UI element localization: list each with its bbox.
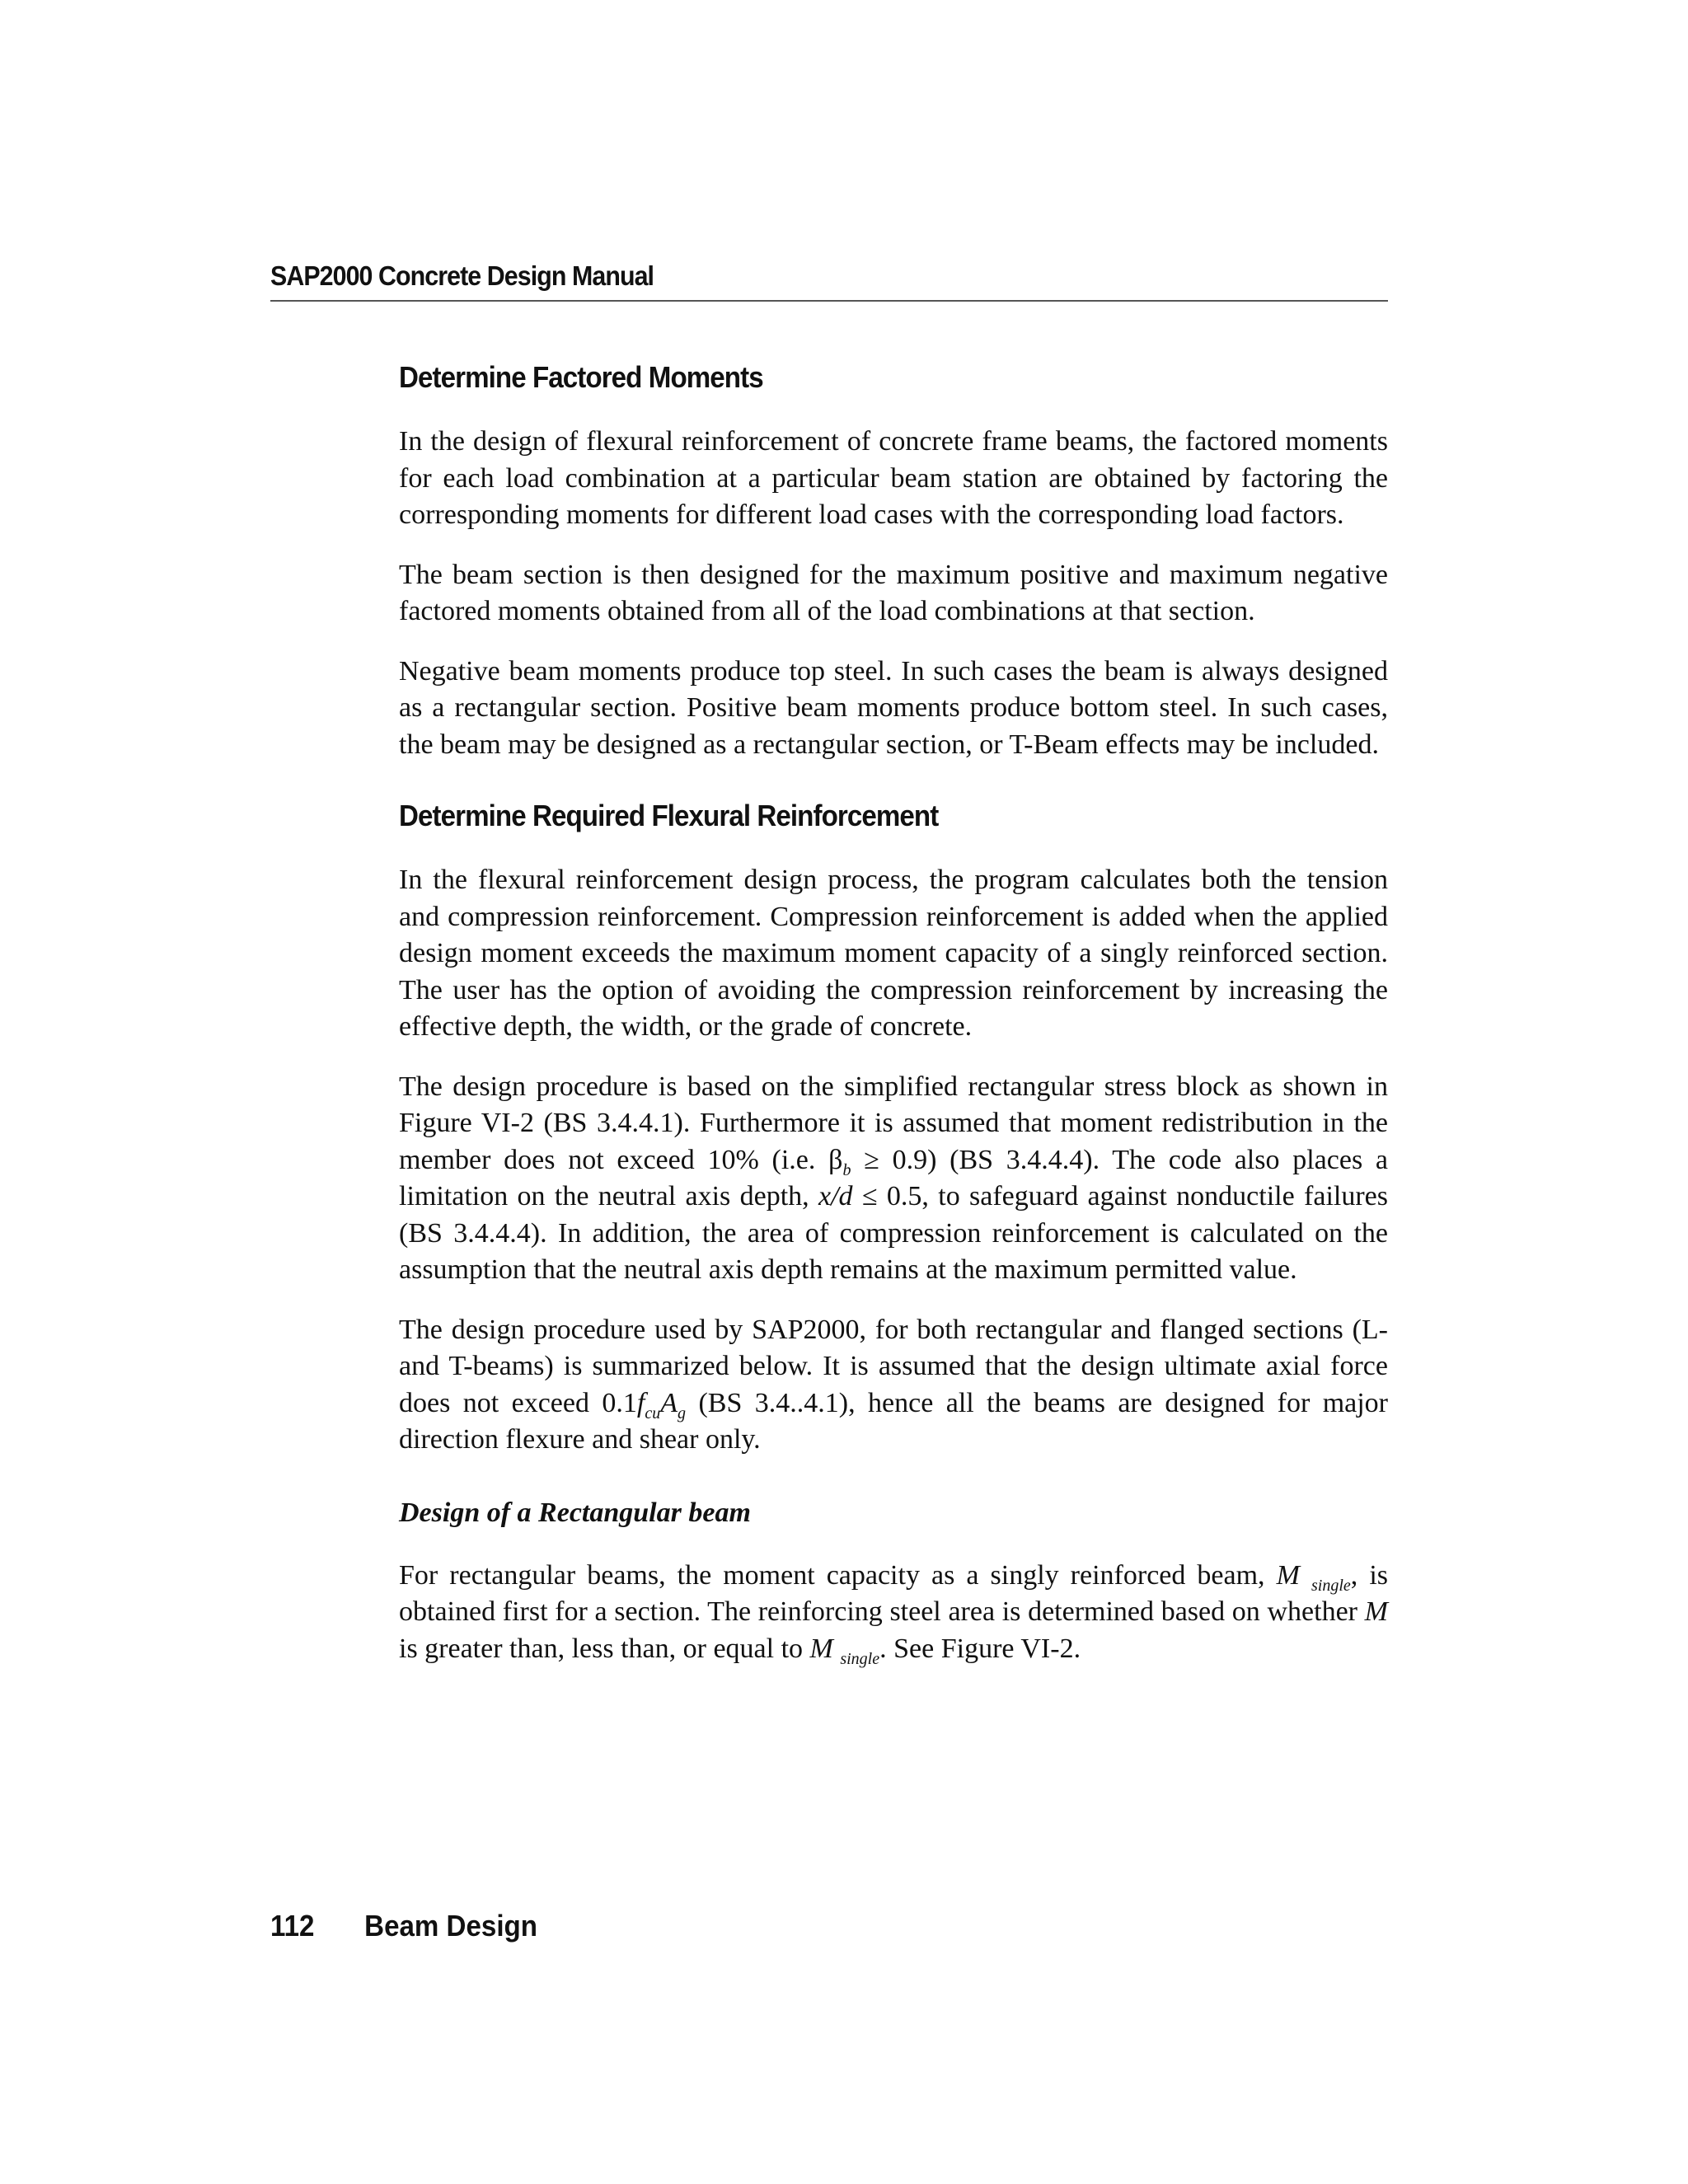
- subscript: cu: [645, 1404, 661, 1422]
- text-run: ≥ 0.9) (BS 3.4.4.4). The code also places a limitation on the neutral axis depth,: [399, 1144, 1388, 1212]
- page-footer: [270, 1909, 537, 1943]
- page-number: 112: [270, 1909, 315, 1943]
- heading-rectangular-beam: Design of a Rectangular beam: [399, 1497, 751, 1528]
- text-run: ≤ 0.5, to safeguard against nonductile failures (BS 3.4.4.4). In addition, the area of compression reinforcement is calculated on the assumption that the neutral axis depth remains at the maximum permitted value.: [399, 1181, 1388, 1285]
- text-run: , is obtained first for a section. The reinforcing steel area is determined based on whether: [399, 1559, 1388, 1627]
- heading-required-reinforcement: Determine Required Flexural Reinforcement: [399, 799, 939, 832]
- paragraph-stress-block: [399, 1069, 1388, 1289]
- paragraph: Negative beam moments produce top steel. In such cases the beam is always designed as a rectangular section. Positive beam moments produce bottom steel. In such cases, the beam may be designed as a rectangular section, or T-Beam effects may be included.: [399, 655, 1388, 760]
- heading-factored-moments: Determine Factored Moments: [399, 360, 763, 394]
- running-title: SAP2000 Concrete Design Manual: [270, 260, 654, 291]
- text-run: The design procedure is based on the simplified rectangular stress block as shown in Figure VI-2 (BS 3.4.4.1). Furthermore it is assumed that moment redistribution in the member does not exceed 10% (i.e.: [399, 1071, 1388, 1175]
- subscript: b: [842, 1160, 851, 1179]
- paragraph: The beam section is then designed for the maximum positive and maximum negative factored moments obtained from all of the load combinations at that section.: [399, 559, 1388, 626]
- math-m: M: [1276, 1559, 1300, 1591]
- math-f: f: [636, 1387, 645, 1418]
- text-run: . See Figure VI-2.: [879, 1633, 1081, 1664]
- math-m: M: [1364, 1596, 1388, 1627]
- paragraph-rectangular: [399, 1558, 1388, 1668]
- paragraph: In the flexural reinforcement design process, the program calculates both the tension and compression reinforcement. Compression reinforcement is added when the applied design moment exceeds the maximum moment capacity of a singly reinforced section. The user has the option of avoiding the compression reinforcement by increasing the effective depth, the width, or the grade of concrete.: [399, 865, 1388, 1042]
- math-m: M: [809, 1633, 833, 1664]
- text-run: The design procedure used by SAP2000, for both rectangular and flanged sections (L- and T-beams) is summarized below. It is assumed that the design ultimate axial force does not exceed: [399, 1314, 1388, 1418]
- beta-symbol: β: [828, 1144, 843, 1175]
- text-run: For rectangular beams, the moment capacity as a singly reinforced beam,: [399, 1559, 1277, 1591]
- text-run: (BS 3.4..4.1), hence all the beams are designed for major direction flexure and shear only.: [399, 1387, 1388, 1455]
- footer-section-title: Beam Design: [364, 1909, 537, 1943]
- subscript: single: [1311, 1576, 1351, 1595]
- paragraph: In the design of flexural reinforcement of concrete frame beams, the factored moments for each load combination at a particular beam station are obtained by factoring the corresponding moments for different load cases with the corresponding load factors.: [399, 426, 1388, 530]
- running-header: [270, 260, 1388, 302]
- page-body: [399, 354, 1388, 1690]
- subscript: g: [678, 1404, 687, 1422]
- math-a: A: [660, 1387, 678, 1418]
- math-coefficient: 0.1: [602, 1387, 637, 1418]
- paragraph-procedure: [399, 1312, 1388, 1459]
- math-x-over-d: x/d: [818, 1181, 853, 1212]
- text-run: is greater than, less than, or equal to: [399, 1633, 810, 1664]
- subscript: single: [840, 1649, 880, 1668]
